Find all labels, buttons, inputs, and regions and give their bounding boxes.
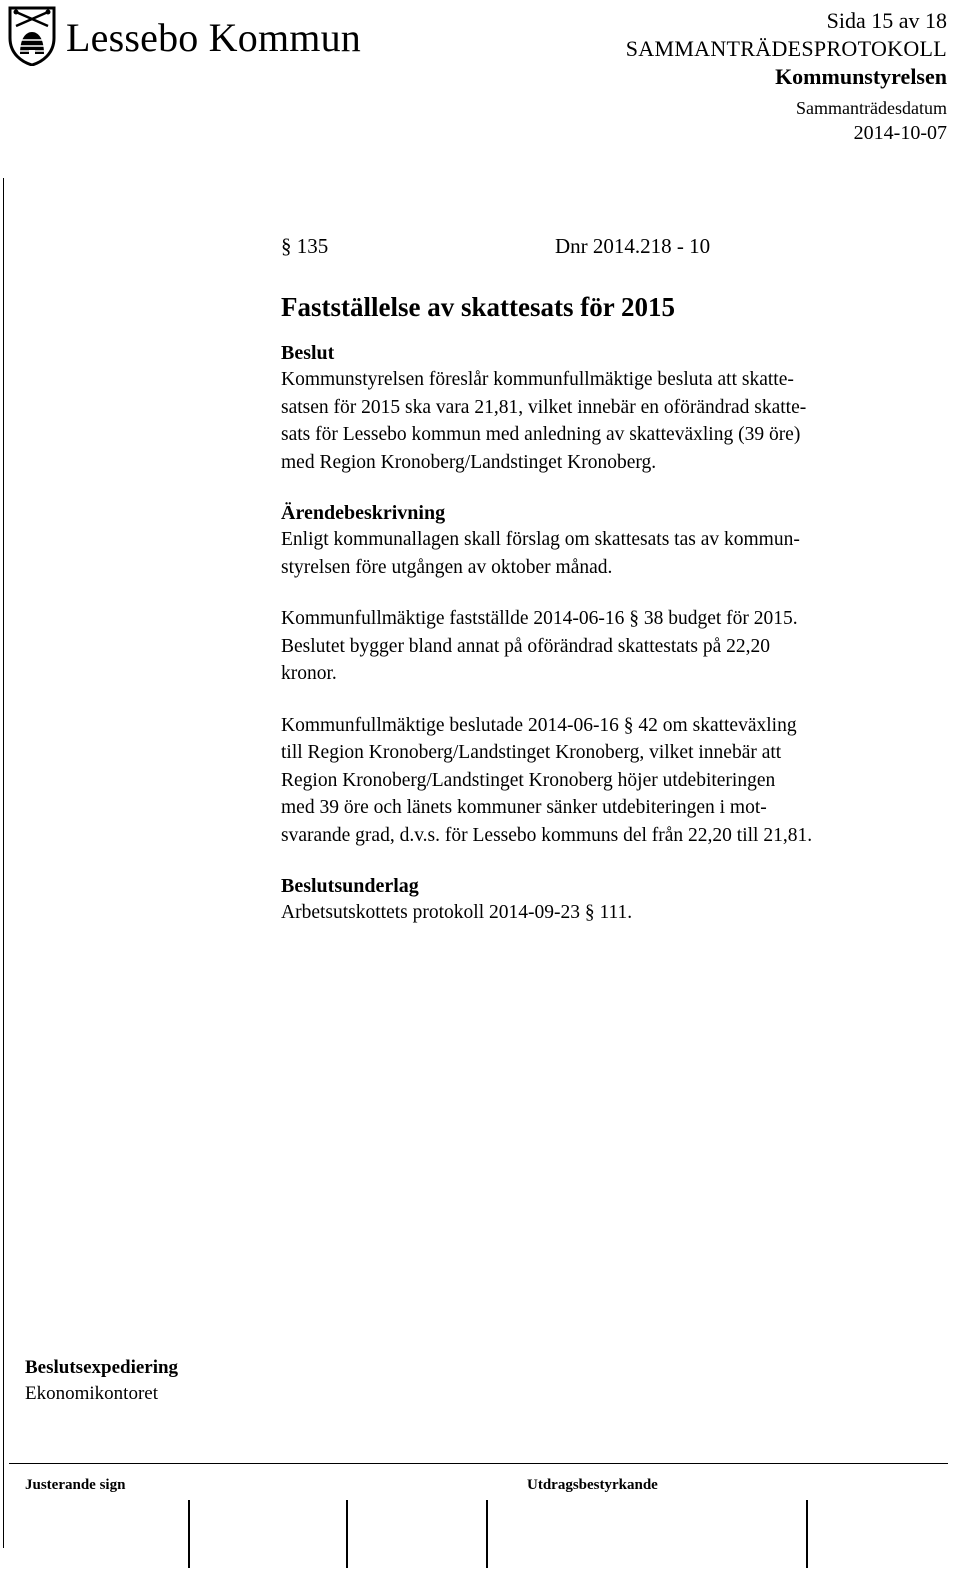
text-line: Arbetsutskottets protokoll 2014-09-23 § 111. [281, 902, 633, 923]
meeting-date: 2014-10-07 [853, 122, 947, 144]
page-indicator: Sida 15 av 18 [826, 8, 947, 33]
section-heading: Beslut [281, 342, 335, 364]
document-type: SAMMANTRÄDESPROTOKOLL [625, 36, 947, 61]
section [281, 340, 951, 476]
text-line: styrelsen före utgången av oktober månad. [281, 556, 613, 578]
municipality-logo-text: Lessebo Kommun [66, 15, 361, 60]
justerande-sign-label: Justerande sign [25, 1477, 126, 1493]
section-paragraph [281, 366, 951, 476]
text-line: kronor. [281, 663, 337, 684]
margin-line [3, 178, 4, 1548]
signature-box-divider [346, 1500, 348, 1568]
expediting-heading: Beslutsexpediering [25, 1357, 179, 1378]
expediting-block [25, 1355, 178, 1407]
signature-box-divider [486, 1500, 488, 1568]
text-line: Enligt kommunallagen skall förslag om skattesats tas av kommun- [281, 529, 800, 550]
signature-box-divider [806, 1500, 808, 1568]
section [281, 873, 951, 927]
section-paragraph [281, 899, 951, 927]
page-title: Fastställelse av skattesats för 2015 [281, 292, 675, 322]
text-line: sats för Lessebo kommun med anledning av skatteväxling (39 öre) [281, 424, 801, 445]
meeting-date-label: Sammanträdesdatum [796, 98, 947, 118]
text-line: Kommunstyrelsen föreslår kommunfullmäktige besluta att skatte- [281, 369, 794, 390]
text-line: Kommunfullmäktige beslutade 2014-06-16 § 42 om skatteväxling [281, 714, 797, 736]
text-line: med 39 öre och länets kommuner sänker utdebiteringen i mot- [281, 797, 767, 818]
paragraph-number: § 135 [281, 233, 329, 258]
committee-name: Kommunstyrelsen [775, 64, 947, 89]
signature-box-divider [188, 1500, 190, 1568]
footer-divider [9, 1463, 948, 1464]
section [281, 500, 951, 849]
municipality-crest-icon [6, 4, 58, 66]
text-line: Kommunfullmäktige fastställde 2014-06-16 § 38 budget för 2015. [281, 608, 798, 629]
text-line: Beslutet bygger bland annat på oförändrad skattestats på 22,20 [281, 635, 770, 657]
text-line: med Region Kronoberg/Landstinget Kronoberg. [281, 451, 657, 473]
section-paragraph [281, 526, 951, 581]
expediting-recipient: Ekonomikontoret [25, 1383, 158, 1404]
text-line: Region Kronoberg/Landstinget Kronoberg höjer utdebiteringen [281, 769, 776, 791]
section-heading: Beslutsunderlag [281, 875, 419, 897]
text-line: satsen för 2015 ska vara 21,81, vilket innebär en oförändrad skatte- [281, 396, 807, 418]
section-paragraph [281, 605, 951, 688]
document-body [281, 230, 951, 951]
utdragsbestyrkande-label: Utdragsbestyrkande [527, 1477, 658, 1493]
section-heading: Ärendebeskrivning [281, 502, 446, 524]
section-paragraph [281, 712, 951, 850]
text-line: till Region Kronoberg/Landstinget Kronoberg, vilket innebär att [281, 742, 782, 763]
text-line: svarande grad, d.v.s. för Lessebo kommuns del från 22,20 till 21,81. [281, 824, 813, 846]
case-reference [281, 230, 951, 262]
sections-container [281, 340, 951, 927]
diary-number: Dnr 2014.218 - 10 [555, 233, 711, 258]
